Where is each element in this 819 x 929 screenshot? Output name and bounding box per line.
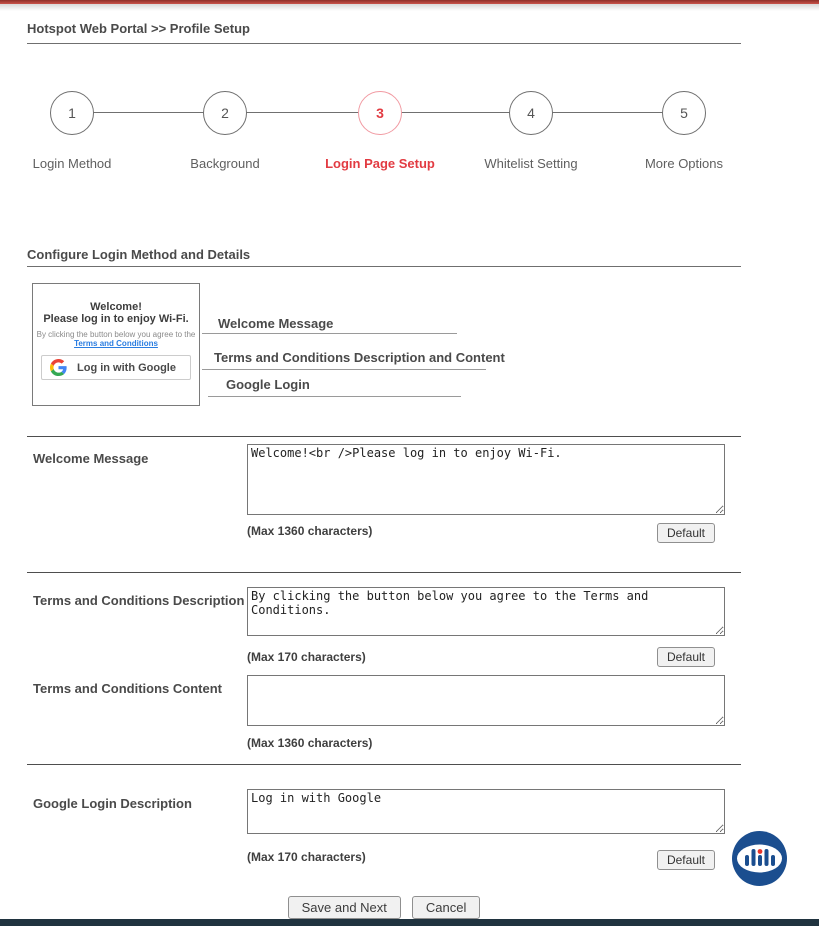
draytek-logo-icon bbox=[731, 830, 788, 887]
wizard-step-2-circle[interactable]: 2 bbox=[203, 91, 247, 135]
wizard-step-5-circle[interactable]: 5 bbox=[662, 91, 706, 135]
cancel-button[interactable]: Cancel bbox=[412, 896, 480, 919]
section-title-divider bbox=[27, 266, 741, 267]
welcome-message-label: Welcome Message bbox=[33, 451, 149, 466]
google-g-icon bbox=[50, 359, 67, 376]
login-page-preview bbox=[32, 283, 200, 406]
wizard-step-3-label: Login Page Setup bbox=[325, 156, 435, 171]
bottom-accent-bar bbox=[0, 919, 819, 926]
section-divider-welcome bbox=[27, 436, 741, 437]
breadcrumb: Hotspot Web Portal >> Profile Setup bbox=[27, 21, 250, 36]
wizard-step-4-circle[interactable]: 4 bbox=[509, 91, 553, 135]
wizard-step-4-label: Whitelist Setting bbox=[484, 156, 578, 171]
wizard-step-3-circle[interactable]: 3 bbox=[358, 91, 402, 135]
preview-welcome-line1: Welcome! bbox=[90, 301, 142, 313]
preview-google-login-label: Log in with Google bbox=[77, 361, 176, 374]
callout-terms: Terms and Conditions Description and Content bbox=[214, 350, 505, 365]
section-title: Configure Login Method and Details bbox=[27, 247, 251, 262]
google-description-label: Google Login Description bbox=[33, 796, 192, 811]
wizard-step-1-label: Login Method bbox=[32, 156, 112, 171]
terms-description-textarea[interactable] bbox=[247, 587, 725, 636]
callout-welcome-message: Welcome Message bbox=[218, 316, 334, 331]
section-divider-google bbox=[27, 764, 741, 765]
google-description-default-button[interactable]: Default bbox=[657, 850, 715, 870]
terms-description-label: Terms and Conditions Description bbox=[33, 593, 245, 608]
callout-google-line bbox=[208, 396, 461, 397]
terms-description-max-note: (Max 170 characters) bbox=[247, 650, 366, 664]
google-description-textarea[interactable] bbox=[247, 789, 725, 834]
preview-terms-link[interactable]: Terms and Conditions bbox=[74, 339, 158, 348]
footer-actions bbox=[27, 896, 741, 919]
section-divider-terms bbox=[27, 572, 741, 573]
wizard-step-2-label: Background bbox=[190, 156, 260, 171]
preview-terms-text: By clicking the button below you agree to the bbox=[36, 330, 196, 339]
top-accent-bar-fade bbox=[0, 4, 819, 11]
callout-terms-line bbox=[202, 369, 486, 370]
wizard-step-5-label: More Options bbox=[644, 156, 724, 171]
welcome-message-default-button[interactable]: Default bbox=[657, 523, 715, 543]
terms-content-label: Terms and Conditions Content bbox=[33, 681, 222, 696]
save-and-next-button[interactable]: Save and Next bbox=[288, 896, 401, 919]
welcome-message-textarea[interactable] bbox=[247, 444, 725, 515]
google-description-max-note: (Max 170 characters) bbox=[247, 850, 366, 864]
preview-google-login-button[interactable] bbox=[41, 355, 191, 380]
terms-content-max-note: (Max 1360 characters) bbox=[247, 736, 373, 750]
welcome-message-max-note: (Max 1360 characters) bbox=[247, 524, 373, 538]
callout-google-login: Google Login bbox=[226, 377, 310, 392]
wizard-step-1-circle[interactable]: 1 bbox=[50, 91, 94, 135]
terms-content-textarea[interactable] bbox=[247, 675, 725, 726]
callout-welcome-line bbox=[202, 333, 457, 334]
terms-description-default-button[interactable]: Default bbox=[657, 647, 715, 667]
preview-welcome-line2: Please log in to enjoy Wi-Fi. bbox=[43, 313, 189, 325]
breadcrumb-divider bbox=[27, 43, 741, 44]
